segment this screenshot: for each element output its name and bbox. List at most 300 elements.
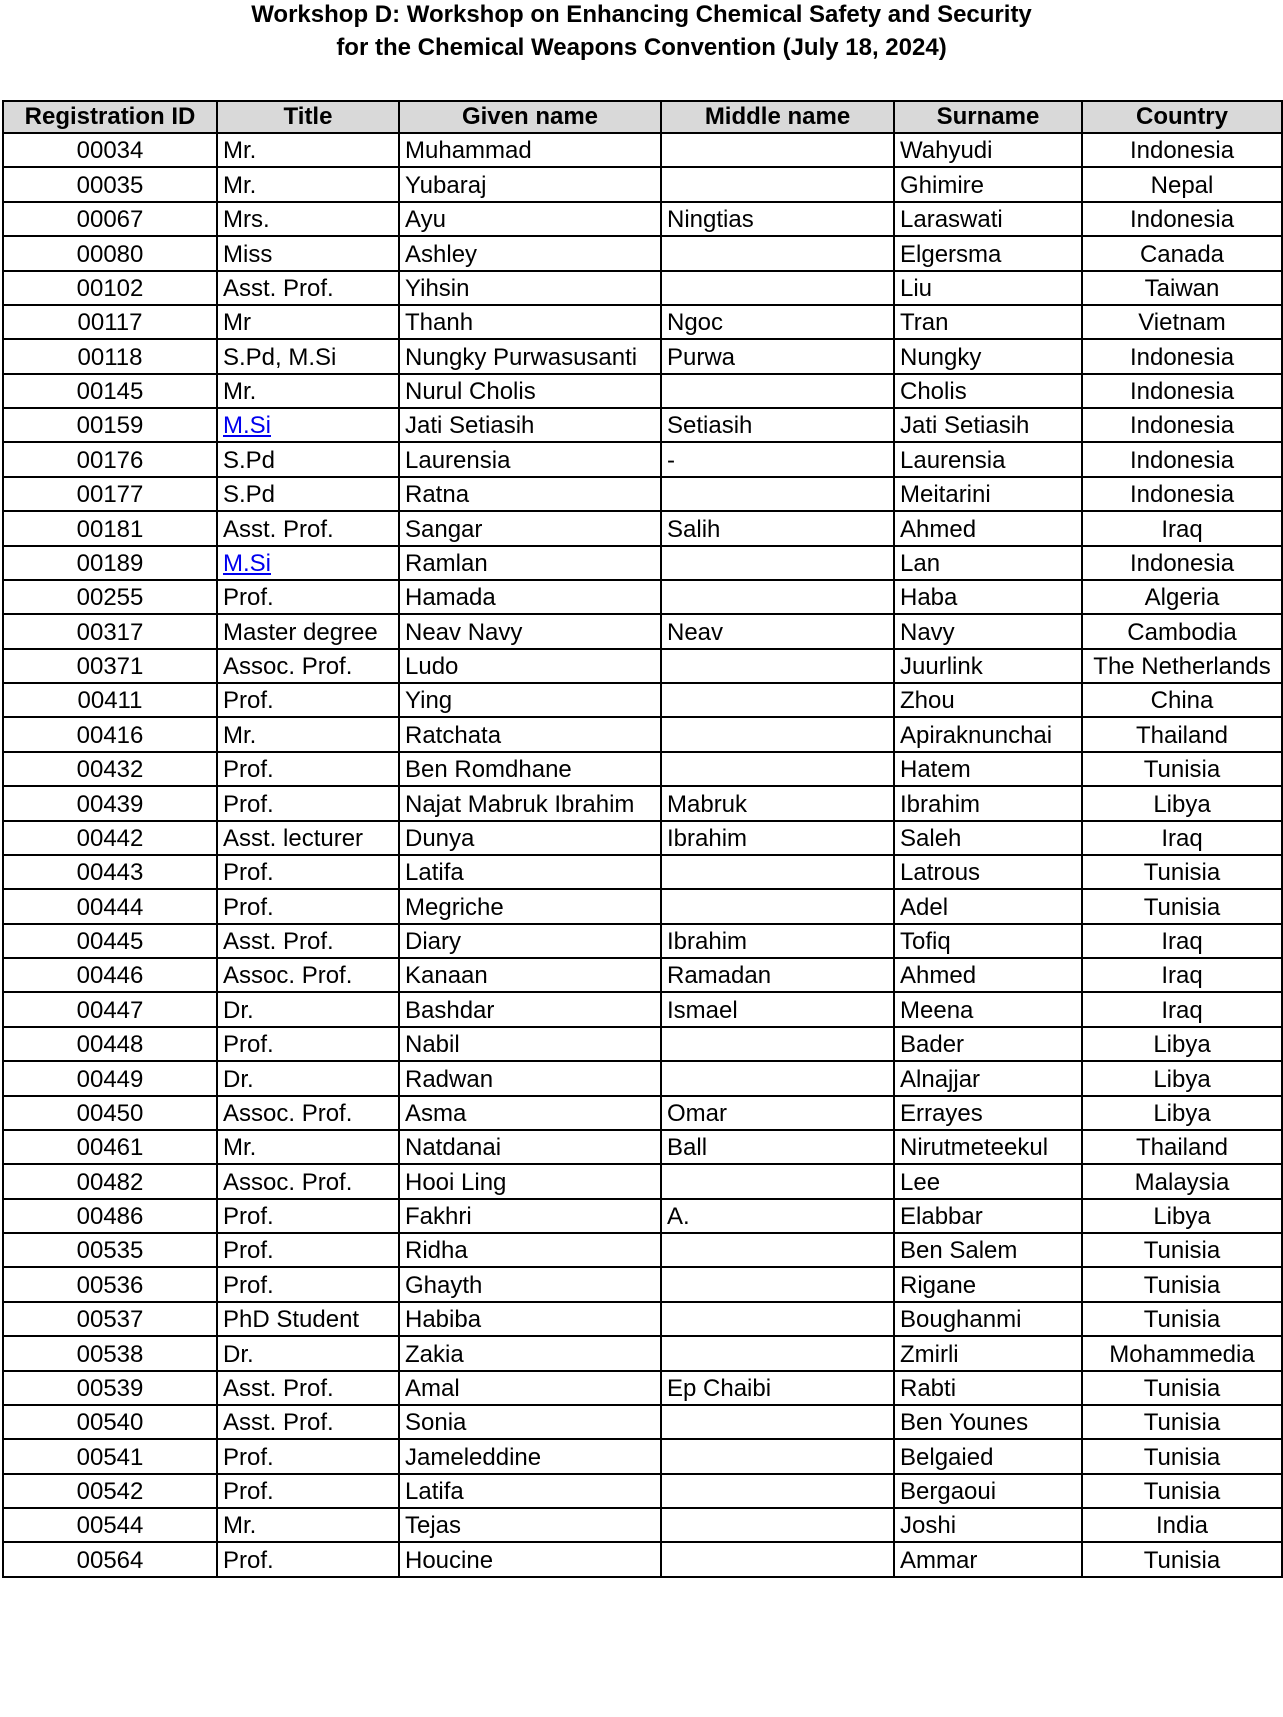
title-cell: Prof. [217, 1199, 399, 1233]
title-cell: S.Pd [217, 442, 399, 476]
table-row [3, 1130, 1282, 1164]
given-name-cell: Sonia [399, 1405, 661, 1439]
table-row [3, 271, 1282, 305]
registration-id-cell: 00445 [3, 924, 217, 958]
surname-cell: Latrous [894, 855, 1082, 889]
given-name-cell: Megriche [399, 889, 661, 923]
registration-id-cell: 00446 [3, 958, 217, 992]
country-cell: Indonesia [1082, 202, 1282, 236]
given-name-cell: Najat Mabruk Ibrahim [399, 786, 661, 820]
middle-name-cell [661, 1405, 894, 1439]
given-name-cell: Jameleddine [399, 1439, 661, 1473]
table-row [3, 855, 1282, 889]
title-cell: Prof. [217, 752, 399, 786]
title-cell: Mr. [217, 167, 399, 201]
registration-id-cell: 00482 [3, 1164, 217, 1198]
title-cell: Dr. [217, 1336, 399, 1370]
middle-name-cell [661, 1542, 894, 1576]
given-name-cell: Latifa [399, 1474, 661, 1508]
surname-cell: Lan [894, 546, 1082, 580]
given-name-cell: Kanaan [399, 958, 661, 992]
title-cell: PhD Student [217, 1302, 399, 1336]
given-name-cell: Houcine [399, 1542, 661, 1576]
table-header-row [3, 101, 1282, 133]
title-cell: Mr. [217, 133, 399, 167]
surname-cell: Tran [894, 305, 1082, 339]
surname-cell: Hatem [894, 752, 1082, 786]
country-cell: Tunisia [1082, 889, 1282, 923]
table-row [3, 1302, 1282, 1336]
middle-name-cell: Setiasih [661, 408, 894, 442]
registration-id-cell: 00255 [3, 580, 217, 614]
title-cell: Dr. [217, 992, 399, 1026]
header-surname: Surname [894, 101, 1082, 133]
given-name-cell: Bashdar [399, 992, 661, 1026]
title-cell: Asst. Prof. [217, 511, 399, 545]
country-cell: Indonesia [1082, 339, 1282, 373]
registration-id-cell: 00034 [3, 133, 217, 167]
country-cell: Tunisia [1082, 1439, 1282, 1473]
title-cell: Assoc. Prof. [217, 1096, 399, 1130]
middle-name-cell: Ibrahim [661, 924, 894, 958]
table-row [3, 1474, 1282, 1508]
title-cell: Prof. [217, 683, 399, 717]
registration-id-cell: 00176 [3, 442, 217, 476]
given-name-cell: Asma [399, 1096, 661, 1130]
registration-id-cell: 00537 [3, 1302, 217, 1336]
surname-cell: Navy [894, 614, 1082, 648]
title-cell: Prof. [217, 1027, 399, 1061]
registration-id-cell: 00189 [3, 546, 217, 580]
middle-name-cell: Mabruk [661, 786, 894, 820]
table-row [3, 752, 1282, 786]
middle-name-cell: Ep Chaibi [661, 1371, 894, 1405]
country-cell: Indonesia [1082, 546, 1282, 580]
country-cell: Iraq [1082, 992, 1282, 1026]
table-row [3, 614, 1282, 648]
middle-name-cell [661, 889, 894, 923]
middle-name-cell [661, 855, 894, 889]
country-cell: Iraq [1082, 821, 1282, 855]
given-name-cell: Nabil [399, 1027, 661, 1061]
country-cell: Cambodia [1082, 614, 1282, 648]
surname-cell: Ahmed [894, 958, 1082, 992]
given-name-cell: Zakia [399, 1336, 661, 1370]
given-name-cell: Sangar [399, 511, 661, 545]
country-cell: Libya [1082, 1027, 1282, 1061]
title-cell: Prof. [217, 786, 399, 820]
country-cell: Libya [1082, 786, 1282, 820]
title-cell: Asst. Prof. [217, 271, 399, 305]
registration-id-cell: 00544 [3, 1508, 217, 1542]
table-row [3, 717, 1282, 751]
table-row [3, 1267, 1282, 1301]
country-cell: The Netherlands [1082, 649, 1282, 683]
surname-cell: Rigane [894, 1267, 1082, 1301]
registration-id-cell: 00444 [3, 889, 217, 923]
surname-cell: Bader [894, 1027, 1082, 1061]
registration-id-cell: 00181 [3, 511, 217, 545]
country-cell: Vietnam [1082, 305, 1282, 339]
title-cell: Miss [217, 236, 399, 270]
document-title [0, 0, 1283, 64]
registration-id-cell: 00159 [3, 408, 217, 442]
middle-name-cell [661, 1164, 894, 1198]
given-name-cell: Ludo [399, 649, 661, 683]
middle-name-cell [661, 1267, 894, 1301]
surname-cell: Cholis [894, 374, 1082, 408]
surname-cell: Jati Setiasih [894, 408, 1082, 442]
title-cell: Assoc. Prof. [217, 958, 399, 992]
country-cell: Canada [1082, 236, 1282, 270]
title-cell: Master degree [217, 614, 399, 648]
middle-name-cell [661, 236, 894, 270]
middle-name-cell [661, 374, 894, 408]
given-name-cell: Nungky Purwasusanti [399, 339, 661, 373]
given-name-cell: Thanh [399, 305, 661, 339]
surname-cell: Lee [894, 1164, 1082, 1198]
country-cell: Tunisia [1082, 1233, 1282, 1267]
header-title: Title [217, 101, 399, 133]
table-body [3, 133, 1282, 1577]
middle-name-cell: - [661, 442, 894, 476]
given-name-cell: Ayu [399, 202, 661, 236]
table-row [3, 1336, 1282, 1370]
registration-id-cell: 00439 [3, 786, 217, 820]
given-name-cell: Jati Setiasih [399, 408, 661, 442]
table-row [3, 1199, 1282, 1233]
title-cell: Mrs. [217, 202, 399, 236]
given-name-cell: Yihsin [399, 271, 661, 305]
given-name-cell: Radwan [399, 1061, 661, 1095]
registration-id-cell: 00486 [3, 1199, 217, 1233]
header-middle-name: Middle name [661, 101, 894, 133]
surname-cell: Apiraknunchai [894, 717, 1082, 751]
surname-cell: Haba [894, 580, 1082, 614]
registration-id-cell: 00145 [3, 374, 217, 408]
country-cell: Tunisia [1082, 855, 1282, 889]
header-country: Country [1082, 101, 1282, 133]
registration-id-cell: 00317 [3, 614, 217, 648]
middle-name-cell: Purwa [661, 339, 894, 373]
given-name-cell: Ratchata [399, 717, 661, 751]
title-cell: Prof. [217, 1233, 399, 1267]
registration-id-cell: 00447 [3, 992, 217, 1026]
given-name-cell: Tejas [399, 1508, 661, 1542]
title-cell: Mr. [217, 717, 399, 751]
table-row [3, 889, 1282, 923]
surname-cell: Belgaied [894, 1439, 1082, 1473]
surname-cell: Zhou [894, 683, 1082, 717]
middle-name-cell [661, 683, 894, 717]
country-cell: Indonesia [1082, 374, 1282, 408]
title-cell: Assoc. Prof. [217, 1164, 399, 1198]
country-cell: Taiwan [1082, 271, 1282, 305]
surname-cell: Elgersma [894, 236, 1082, 270]
registration-id-cell: 00535 [3, 1233, 217, 1267]
table-row [3, 546, 1282, 580]
registration-id-cell: 00432 [3, 752, 217, 786]
title-cell: S.Pd [217, 477, 399, 511]
table-row [3, 580, 1282, 614]
middle-name-cell: Ismael [661, 992, 894, 1026]
middle-name-cell: Salih [661, 511, 894, 545]
table-row [3, 786, 1282, 820]
given-name-cell: Natdanai [399, 1130, 661, 1164]
surname-cell: Zmirli [894, 1336, 1082, 1370]
title-link[interactable]: M.Si [223, 412, 271, 440]
country-cell: Iraq [1082, 958, 1282, 992]
title-cell: Dr. [217, 1061, 399, 1095]
surname-cell: Adel [894, 889, 1082, 923]
table-row [3, 821, 1282, 855]
registration-id-cell: 00540 [3, 1405, 217, 1439]
table-row [3, 408, 1282, 442]
country-cell: China [1082, 683, 1282, 717]
registration-id-cell: 00118 [3, 339, 217, 373]
table-row [3, 305, 1282, 339]
given-name-cell: Muhammad [399, 133, 661, 167]
title-cell: Mr. [217, 374, 399, 408]
surname-cell: Saleh [894, 821, 1082, 855]
title-line-1: Workshop D: Workshop on Enhancing Chemical Safety and Security [251, 1, 1032, 28]
middle-name-cell [661, 1061, 894, 1095]
registration-id-cell: 00102 [3, 271, 217, 305]
table-row [3, 649, 1282, 683]
given-name-cell: Ben Romdhane [399, 752, 661, 786]
title-cell: Mr [217, 305, 399, 339]
country-cell: Malaysia [1082, 1164, 1282, 1198]
country-cell: Tunisia [1082, 1302, 1282, 1336]
given-name-cell: Ghayth [399, 1267, 661, 1301]
table-row [3, 133, 1282, 167]
registration-id-cell: 00416 [3, 717, 217, 751]
header-given-name: Given name [399, 101, 661, 133]
given-name-cell: Dunya [399, 821, 661, 855]
title-cell: Prof. [217, 1542, 399, 1576]
middle-name-cell [661, 546, 894, 580]
registration-id-cell: 00067 [3, 202, 217, 236]
table-row [3, 1061, 1282, 1095]
table-row [3, 1233, 1282, 1267]
given-name-cell: Laurensia [399, 442, 661, 476]
country-cell: Tunisia [1082, 1405, 1282, 1439]
table-row [3, 1508, 1282, 1542]
middle-name-cell: A. [661, 1199, 894, 1233]
title-cell: Prof. [217, 889, 399, 923]
middle-name-cell [661, 1474, 894, 1508]
table-row [3, 683, 1282, 717]
table-row [3, 442, 1282, 476]
table-row [3, 339, 1282, 373]
surname-cell: Joshi [894, 1508, 1082, 1542]
registration-id-cell: 00449 [3, 1061, 217, 1095]
registration-id-cell: 00442 [3, 821, 217, 855]
header-registration-id: Registration ID [3, 101, 217, 133]
registration-id-cell: 00411 [3, 683, 217, 717]
country-cell: Thailand [1082, 717, 1282, 751]
surname-cell: Nungky [894, 339, 1082, 373]
middle-name-cell [661, 167, 894, 201]
middle-name-cell: Ramadan [661, 958, 894, 992]
given-name-cell: Hooi Ling [399, 1164, 661, 1198]
surname-cell: Ibrahim [894, 786, 1082, 820]
surname-cell: Ghimire [894, 167, 1082, 201]
country-cell: Mohammedia [1082, 1336, 1282, 1370]
country-cell: Libya [1082, 1096, 1282, 1130]
given-name-cell: Diary [399, 924, 661, 958]
title-cell: Asst. Prof. [217, 1405, 399, 1439]
country-cell: Indonesia [1082, 408, 1282, 442]
country-cell: Tunisia [1082, 1371, 1282, 1405]
table-row [3, 1096, 1282, 1130]
middle-name-cell [661, 1336, 894, 1370]
middle-name-cell: Ball [661, 1130, 894, 1164]
middle-name-cell [661, 1233, 894, 1267]
country-cell: Tunisia [1082, 1474, 1282, 1508]
title-cell: Asst. Prof. [217, 1371, 399, 1405]
title-cell: Mr. [217, 1508, 399, 1542]
given-name-cell: Ramlan [399, 546, 661, 580]
registration-id-cell: 00450 [3, 1096, 217, 1130]
given-name-cell: Ying [399, 683, 661, 717]
given-name-cell: Neav Navy [399, 614, 661, 648]
country-cell: Tunisia [1082, 752, 1282, 786]
given-name-cell: Nurul Cholis [399, 374, 661, 408]
middle-name-cell: Neav [661, 614, 894, 648]
given-name-cell: Amal [399, 1371, 661, 1405]
title-cell: Mr. [217, 1130, 399, 1164]
table-row [3, 992, 1282, 1026]
country-cell: Tunisia [1082, 1267, 1282, 1301]
registration-id-cell: 00461 [3, 1130, 217, 1164]
registration-id-cell: 00443 [3, 855, 217, 889]
table-row [3, 202, 1282, 236]
given-name-cell: Habiba [399, 1302, 661, 1336]
title-cell: Prof. [217, 580, 399, 614]
middle-name-cell [661, 477, 894, 511]
table-row [3, 924, 1282, 958]
middle-name-cell: Ngoc [661, 305, 894, 339]
given-name-cell: Ridha [399, 1233, 661, 1267]
table-row [3, 236, 1282, 270]
surname-cell: Laraswati [894, 202, 1082, 236]
title-cell: S.Pd, M.Si [217, 339, 399, 373]
country-cell: Tunisia [1082, 1542, 1282, 1576]
surname-cell: Tofiq [894, 924, 1082, 958]
middle-name-cell [661, 580, 894, 614]
given-name-cell: Latifa [399, 855, 661, 889]
middle-name-cell [661, 1302, 894, 1336]
surname-cell: Rabti [894, 1371, 1082, 1405]
registration-id-cell: 00542 [3, 1474, 217, 1508]
title-cell: Prof. [217, 1474, 399, 1508]
registration-id-cell: 00080 [3, 236, 217, 270]
given-name-cell: Ashley [399, 236, 661, 270]
title-cell: Asst. lecturer [217, 821, 399, 855]
table-row [3, 1164, 1282, 1198]
table-row [3, 374, 1282, 408]
table-row [3, 167, 1282, 201]
country-cell: Thailand [1082, 1130, 1282, 1164]
given-name-cell: Yubaraj [399, 167, 661, 201]
registration-id-cell: 00117 [3, 305, 217, 339]
middle-name-cell [661, 1439, 894, 1473]
given-name-cell: Hamada [399, 580, 661, 614]
surname-cell: Juurlink [894, 649, 1082, 683]
title-link[interactable]: M.Si [223, 549, 271, 577]
country-cell: Indonesia [1082, 477, 1282, 511]
table-row [3, 1439, 1282, 1473]
table-row [3, 1405, 1282, 1439]
middle-name-cell [661, 752, 894, 786]
country-cell: Iraq [1082, 924, 1282, 958]
middle-name-cell: Ibrahim [661, 821, 894, 855]
registration-id-cell: 00538 [3, 1336, 217, 1370]
title-cell: Prof. [217, 1439, 399, 1473]
country-cell: Indonesia [1082, 442, 1282, 476]
registration-table [2, 100, 1283, 1578]
country-cell: Iraq [1082, 511, 1282, 545]
title-line-2: for the Chemical Weapons Convention (July 18, 2024) [336, 34, 947, 61]
title-cell [217, 408, 399, 442]
registration-id-cell: 00035 [3, 167, 217, 201]
registration-id-cell: 00536 [3, 1267, 217, 1301]
country-cell: Algeria [1082, 580, 1282, 614]
country-cell: Nepal [1082, 167, 1282, 201]
surname-cell: Boughanmi [894, 1302, 1082, 1336]
middle-name-cell: Omar [661, 1096, 894, 1130]
table-row [3, 1027, 1282, 1061]
middle-name-cell [661, 649, 894, 683]
given-name-cell: Fakhri [399, 1199, 661, 1233]
registration-id-cell: 00564 [3, 1542, 217, 1576]
surname-cell: Meitarini [894, 477, 1082, 511]
surname-cell: Liu [894, 271, 1082, 305]
title-cell: Prof. [217, 855, 399, 889]
registration-id-cell: 00177 [3, 477, 217, 511]
country-cell: Indonesia [1082, 133, 1282, 167]
middle-name-cell [661, 133, 894, 167]
table-row [3, 511, 1282, 545]
title-cell: Prof. [217, 1267, 399, 1301]
surname-cell: Errayes [894, 1096, 1082, 1130]
registration-id-cell: 00448 [3, 1027, 217, 1061]
country-cell: Libya [1082, 1199, 1282, 1233]
surname-cell: Nirutmeteekul [894, 1130, 1082, 1164]
title-cell: Assoc. Prof. [217, 649, 399, 683]
table-row [3, 477, 1282, 511]
surname-cell: Alnajjar [894, 1061, 1082, 1095]
country-cell: India [1082, 1508, 1282, 1542]
middle-name-cell: Ningtias [661, 202, 894, 236]
surname-cell: Meena [894, 992, 1082, 1026]
title-cell [217, 546, 399, 580]
surname-cell: Ben Younes [894, 1405, 1082, 1439]
surname-cell: Ben Salem [894, 1233, 1082, 1267]
surname-cell: Bergaoui [894, 1474, 1082, 1508]
table-row [3, 1371, 1282, 1405]
registration-id-cell: 00371 [3, 649, 217, 683]
middle-name-cell [661, 1508, 894, 1542]
middle-name-cell [661, 1027, 894, 1061]
surname-cell: Laurensia [894, 442, 1082, 476]
title-cell: Asst. Prof. [217, 924, 399, 958]
middle-name-cell [661, 717, 894, 751]
registration-id-cell: 00541 [3, 1439, 217, 1473]
middle-name-cell [661, 271, 894, 305]
table-row [3, 1542, 1282, 1576]
